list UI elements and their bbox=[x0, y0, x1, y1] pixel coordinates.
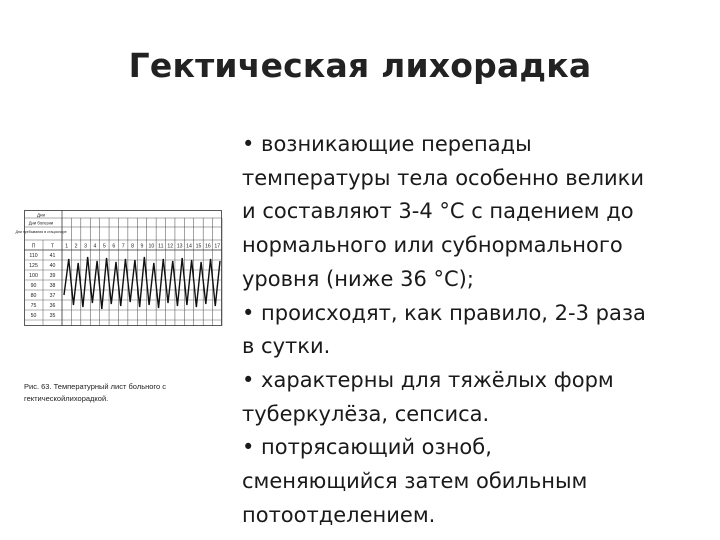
pulse-label: 125 bbox=[29, 263, 38, 269]
temperature-label: 41 bbox=[49, 253, 56, 259]
day-number: 8 bbox=[131, 243, 135, 250]
pulse-label: 75 bbox=[30, 303, 37, 309]
day-number: 9 bbox=[140, 243, 144, 250]
day-number: 2 bbox=[74, 243, 78, 250]
day-number: 13 bbox=[176, 243, 183, 250]
body-line: потоотделением. bbox=[242, 502, 436, 527]
body-line: • происходят, как правило, 2-3 раза bbox=[242, 300, 646, 325]
day-number: 4 bbox=[93, 243, 97, 250]
figure-caption bbox=[24, 381, 194, 405]
slide-body bbox=[242, 128, 712, 532]
day-number: 15 bbox=[195, 243, 202, 250]
day-number: 17 bbox=[214, 243, 221, 250]
header-label: Дни bbox=[36, 212, 46, 218]
header-label: Дни болезни bbox=[28, 220, 54, 226]
body-line: сменяющийся затем обильным bbox=[242, 469, 588, 494]
temperature-chart-figure bbox=[15, 210, 222, 326]
header-label: Дни пребывания в стационаре bbox=[15, 230, 67, 234]
body-line: уровня (ниже 36 °С); bbox=[242, 266, 474, 291]
body-line: • характерны для тяжёлых форм bbox=[242, 367, 614, 392]
temperature-label: 39 bbox=[49, 273, 56, 279]
body-line: и составляют 3-4 °С с падением до bbox=[242, 199, 634, 224]
day-number: 3 bbox=[84, 243, 87, 250]
temperature-chart bbox=[15, 210, 222, 326]
body-line: • возникающие перепады bbox=[242, 132, 532, 156]
temperature-label: 40 bbox=[49, 263, 56, 269]
body-line: нормального или субнормального bbox=[242, 233, 623, 258]
pulse-label: 90 bbox=[30, 283, 37, 289]
day-number: 16 bbox=[204, 243, 211, 250]
temperature-label: 36 bbox=[49, 303, 56, 309]
pulse-label: 100 bbox=[29, 273, 38, 279]
body-line: в сутки. bbox=[242, 334, 331, 359]
day-number: 14 bbox=[186, 243, 192, 250]
pulse-label: 50 bbox=[30, 313, 37, 319]
day-number: 11 bbox=[158, 243, 164, 250]
day-number: 10 bbox=[148, 243, 155, 250]
day-number: 7 bbox=[121, 243, 125, 250]
figure-caption-line-1: Рис. 63. Температурный лист больного с bbox=[24, 382, 166, 391]
body-line: температуры тела особенно велики bbox=[242, 165, 645, 190]
day-number: 1 bbox=[65, 243, 69, 250]
column-header: Т bbox=[50, 243, 55, 250]
figure-caption-line-2: гектическойлихорадкой. bbox=[24, 394, 109, 403]
day-number: 5 bbox=[102, 243, 106, 250]
pulse-label: 80 bbox=[30, 293, 37, 299]
day-number: 6 bbox=[112, 243, 116, 250]
column-header: П bbox=[31, 243, 36, 250]
temperature-label: 35 bbox=[49, 313, 56, 319]
slide-title: Гектическая лихорадка bbox=[128, 46, 592, 85]
day-number: 12 bbox=[167, 243, 174, 250]
temperature-label: 37 bbox=[49, 293, 56, 299]
temperature-label: 38 bbox=[49, 283, 56, 289]
body-line: туберкулёза, сепсиса. bbox=[242, 401, 490, 426]
pulse-label: 110 bbox=[29, 253, 38, 259]
body-line: • потрясающий озноб, bbox=[242, 435, 492, 460]
